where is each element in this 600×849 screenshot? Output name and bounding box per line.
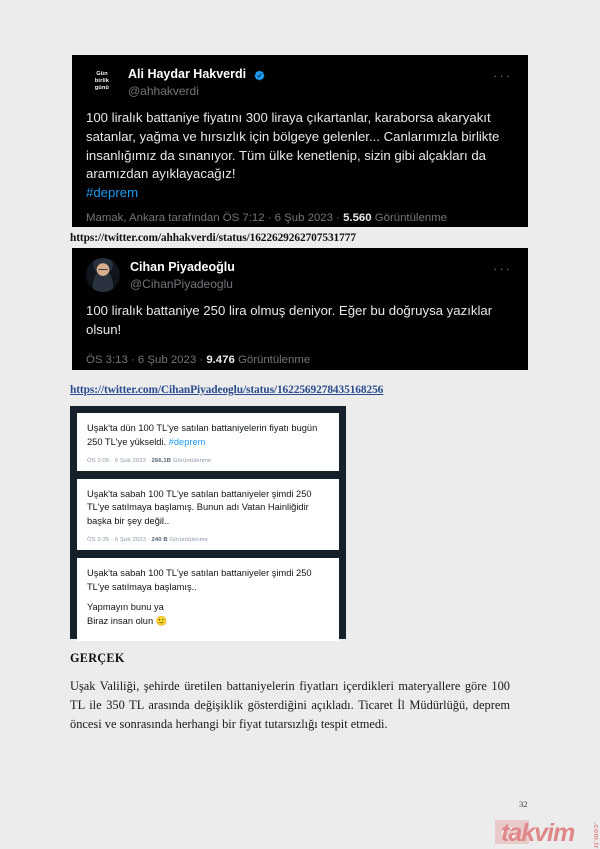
watermark-tld: .com.tr xyxy=(592,822,599,849)
source-url-2[interactable]: https://twitter.com/CihanPiyadeoglu/status/1622569278435168256 xyxy=(70,384,384,396)
tweet-card-2 xyxy=(72,248,528,370)
watermark-brand: takvim xyxy=(501,819,575,847)
tweet-display-name[interactable]: Ali Haydar Hakverdi xyxy=(128,66,247,81)
tweet-metadata xyxy=(72,203,528,235)
avatar-line-1: Gün xyxy=(96,70,108,77)
tweet-timestamp: Mamak, Ankara tarafından ÖS 7:12 · 6 Şub 2023 · xyxy=(86,211,344,224)
tweet-text-main: 100 liralık battaniye fiyatını 300 liraya çıkartanlar, karaborsa akaryakıt satanlar, yağma ve hırsızlık için bölgeye gelenler... Canlarımızla birlikte insanlığımız da sınanıyor. Tüm ülke kenetlenip, sizin gibi alçakları da aramızdan ayıklayacağız! xyxy=(86,110,500,182)
verified-badge-icon xyxy=(254,68,265,79)
light-tweet-views-label: Görüntülenme xyxy=(167,536,209,543)
light-tweet-hashtag[interactable]: #deprem xyxy=(168,436,206,447)
tweet-text xyxy=(72,292,528,339)
tweet-text-main: 100 liralık battaniye 250 lira olmuş deniyor. Eğer bu doğruysa yazıklar olsun! xyxy=(86,303,493,337)
source-url-1: https://twitter.com/ahhakverdi/status/1622629262707531777 xyxy=(70,232,356,244)
light-tweet-text: Uşak'ta sabah 100 TL'ye satılan battaniyeler şimdi 250 TL'ye satılmaya başlamış. Bunun adı Vatan Hainliğidir başka bir şey değil.. xyxy=(87,488,312,526)
more-options-icon[interactable]: ··· xyxy=(493,261,512,276)
light-tweet-text: Uşak'ta sabah 100 TL'ye satılan battaniyeler şimdi 250 TL'ye satılmaya başlamış.. xyxy=(87,567,312,592)
more-options-icon[interactable]: ··· xyxy=(493,68,512,83)
light-tweet-view-count: 240 B xyxy=(151,536,168,543)
light-tweet-3 xyxy=(77,558,339,641)
spacer xyxy=(87,594,329,601)
light-tweet-metadata xyxy=(87,458,329,464)
section-heading: GERÇEK xyxy=(70,651,125,665)
tweet-hashtag[interactable]: #deprem xyxy=(86,185,139,201)
tweet-author-block xyxy=(130,258,235,292)
tweet-header xyxy=(72,248,528,292)
tweet-view-count: 9.476 xyxy=(206,353,235,366)
page-number: 32 xyxy=(519,799,528,809)
tweet-display-name[interactable]: Cihan Piyadeoğlu xyxy=(130,259,235,274)
light-tweet-text xyxy=(87,422,329,450)
tweet-card-1 xyxy=(72,55,528,227)
light-tweet-metadata xyxy=(87,537,329,543)
tweet-handle[interactable]: @CihanPiyadeoglu xyxy=(130,277,233,292)
tweet-metadata xyxy=(72,340,528,377)
light-tweet-line-2: Yapmayın bunu ya xyxy=(87,602,164,613)
article-paragraph: Uşak Valiliği, şehirde üretilen battaniyelerin fiyatları içerdikleri materyallere göre 100 TL ile 350 TL arasında değişiklik gösterdiğini açıkladı. Ticaret İl Müdürlüğü, deprem öncesi ve sonrasında herhangi bir fiyat tutarsızlığı tespit etmedi. xyxy=(70,679,510,731)
light-tweet-2 xyxy=(77,479,339,550)
avatar-line-2: birlik xyxy=(94,77,110,84)
light-tweet-view-count: 266,1B xyxy=(151,457,172,464)
tweet-views-label: Görüntülenme xyxy=(371,211,447,224)
tweet-view-count: 5.560 xyxy=(343,211,372,224)
tweet-header xyxy=(72,55,528,99)
tweet-author-block xyxy=(128,65,265,99)
tweet-timestamp: ÖS 3:13 · 6 Şub 2023 · xyxy=(86,353,207,366)
tweet-handle[interactable]: @ahhakverdi xyxy=(128,84,199,99)
light-tweet-line-3: Biraz insan olun 🙂 xyxy=(87,616,168,626)
light-tweet-views-label: Görüntülenme xyxy=(171,457,212,464)
light-tweet-timestamp: ÖS 2:35 · 6 Şub 2023 · xyxy=(87,536,152,543)
tweet-views-label: Görüntülenme xyxy=(234,353,311,366)
avatar xyxy=(86,65,118,97)
tweet-text xyxy=(72,99,528,203)
light-tweet-text-main: Uşak'ta dün 100 TL'ye satılan battaniyelerin fiyatı bugün 250 TL'ye yükseldi. xyxy=(87,423,318,447)
avatar xyxy=(86,258,120,292)
avatar-line-3: günü xyxy=(94,84,110,91)
takvim-watermark-logo xyxy=(495,818,600,849)
light-tweet-1 xyxy=(77,413,339,471)
light-tweet-timestamp: ÖS 2:05 · 6 Şub 2023 · xyxy=(87,457,152,464)
screenshot-collage xyxy=(70,406,346,639)
